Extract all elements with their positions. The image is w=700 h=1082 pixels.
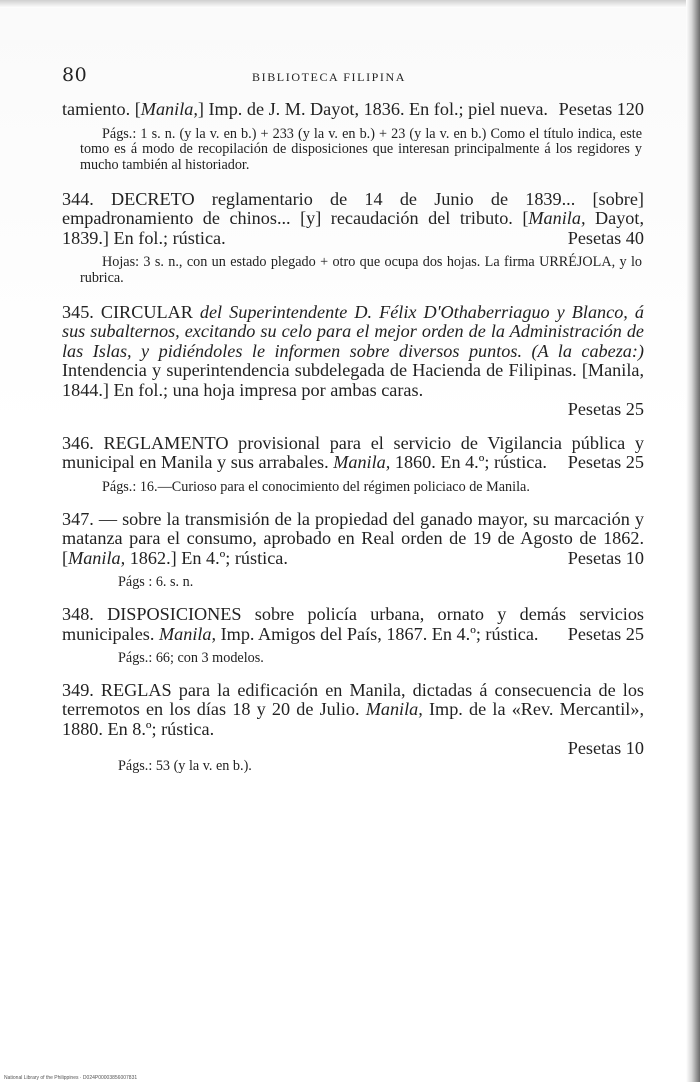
entry-place: Manila, [158, 623, 217, 644]
entry-price: Pesetas 120 [558, 99, 644, 119]
entry-body-rest: Imp. Amigos del País, 1867. En 4.º; rústica. [216, 623, 539, 644]
entry-body-rest: Imp. de la «Rev. Mercantil», 1880. En 8.º; rústica. [62, 699, 644, 739]
entry-price: Pesetas 25 [567, 399, 644, 420]
entry-description: del Superintendente D. Félix D'Othaberriaguo y Blanco, á sus subalternos, excitando su celo para el mejor orden de la Administración de las Islas, y pidiéndoles le informen sobre diversos puntos. (A la cabeza:) [62, 301, 644, 361]
running-head: BIBLIOTECA FILIPINA [252, 70, 407, 84]
entry-body-rest: Intendencia y superintendencia subdelegada de Hacienda de Filipinas. [Manila, 1844.] En fol.; una hoja impresa por ambas caras. [62, 360, 644, 400]
entry-348 [62, 605, 644, 667]
entry-note: Págs.: 66; con 3 modelos. [118, 650, 264, 667]
bibliography-entries [62, 100, 644, 793]
entry-note: Págs.: 53 (y la v. en b.). [118, 757, 252, 774]
entry-body: 347. — sobre la transmisión de la propiedad del ganado mayor, su marcación y matanza para el consumo, aprobado en Real orden de 19 de Agosto de 1862. [ [62, 508, 644, 568]
page-number: 80 [62, 64, 88, 86]
entry-note: Págs.: 16.—Curioso para el conocimiento del régimen policiaco de Manila. [102, 478, 530, 495]
entry-345 [62, 303, 644, 420]
entry-place: Manila, [528, 208, 586, 229]
entry-body: 345. CIRCULAR [62, 301, 200, 322]
entry-text [62, 681, 644, 759]
entry-continuation [62, 100, 644, 174]
entry-price: Pesetas 10 [567, 547, 644, 568]
entry-body-rest: ] Imp. de J. M. Dayot, 1836. En fol.; piel nueva. [197, 99, 548, 119]
entry-body-rest: 1860. En 4.º; rústica. [390, 452, 547, 473]
entry-text [62, 190, 644, 249]
entry-place: Manila, [68, 547, 126, 568]
entry-note: Págs : 6. s. n. [118, 574, 194, 591]
entry-place: Manila, [140, 99, 198, 119]
entry-text [62, 605, 644, 644]
entry-price: Pesetas 25 [567, 623, 644, 644]
page-top-shadow [0, 0, 700, 8]
scan-footer: National Library of the Philippines · D024P00003856007831 [4, 1075, 138, 1081]
entry-body: tamiento. [ [62, 99, 141, 119]
entry-body-rest: Dayot, 1839.] En fol.; rústica. [62, 208, 644, 248]
entry-text [62, 434, 644, 473]
entry-place: Manila, [333, 452, 391, 473]
entry-349 [62, 681, 644, 775]
entry-body: 348. DISPOSICIONES sobre policía urbana, ornato y demás servicios municipales. [62, 604, 644, 644]
entry-price: Pesetas 25 [567, 452, 644, 473]
page-right-edge [686, 0, 700, 1082]
entry-text [62, 510, 644, 569]
entry-price: Pesetas 10 [567, 738, 644, 759]
entry-text [62, 100, 644, 120]
entry-body: 344. DECRETO reglamentario de 14 de Junio de 1839... [sobre] empadronamiento de chinos... [y] recaudación del tributo. [ [62, 188, 644, 229]
entry-body: 346. REGLAMENTO provisional para el servicio de Vigilancia pública y municipal en Manila y sus arrabales. [62, 432, 644, 473]
entry-346 [62, 434, 644, 496]
entry-note: Págs.: 1 s. n. (y la v. en b.) + 233 (y la v. en b.) + 23 (y la v. en b.) Como el título indica, este tomo es á modo de recopilación de disposiciones que interesan principalmente á los regidores y mucho también al historiador. [80, 125, 642, 174]
entry-text [62, 303, 644, 420]
entry-body-rest: 1862.] En 4.º; rústica. [125, 547, 288, 568]
entry-344 [62, 190, 644, 287]
entry-body: 349. REGLAS para la edificación en Manila, dictadas á consecuencia de los terremotos en los días 18 y 20 de Julio. [62, 679, 644, 720]
entry-price: Pesetas 40 [567, 227, 644, 248]
entry-note: Hojas: 3 s. n., con un estado plegado + otro que ocupa dos hojas. La firma URRÉJOLA, y lo rubrica. [80, 254, 642, 287]
page-header [62, 64, 642, 90]
entry-place: Manila, [365, 699, 423, 720]
entry-347 [62, 510, 644, 591]
